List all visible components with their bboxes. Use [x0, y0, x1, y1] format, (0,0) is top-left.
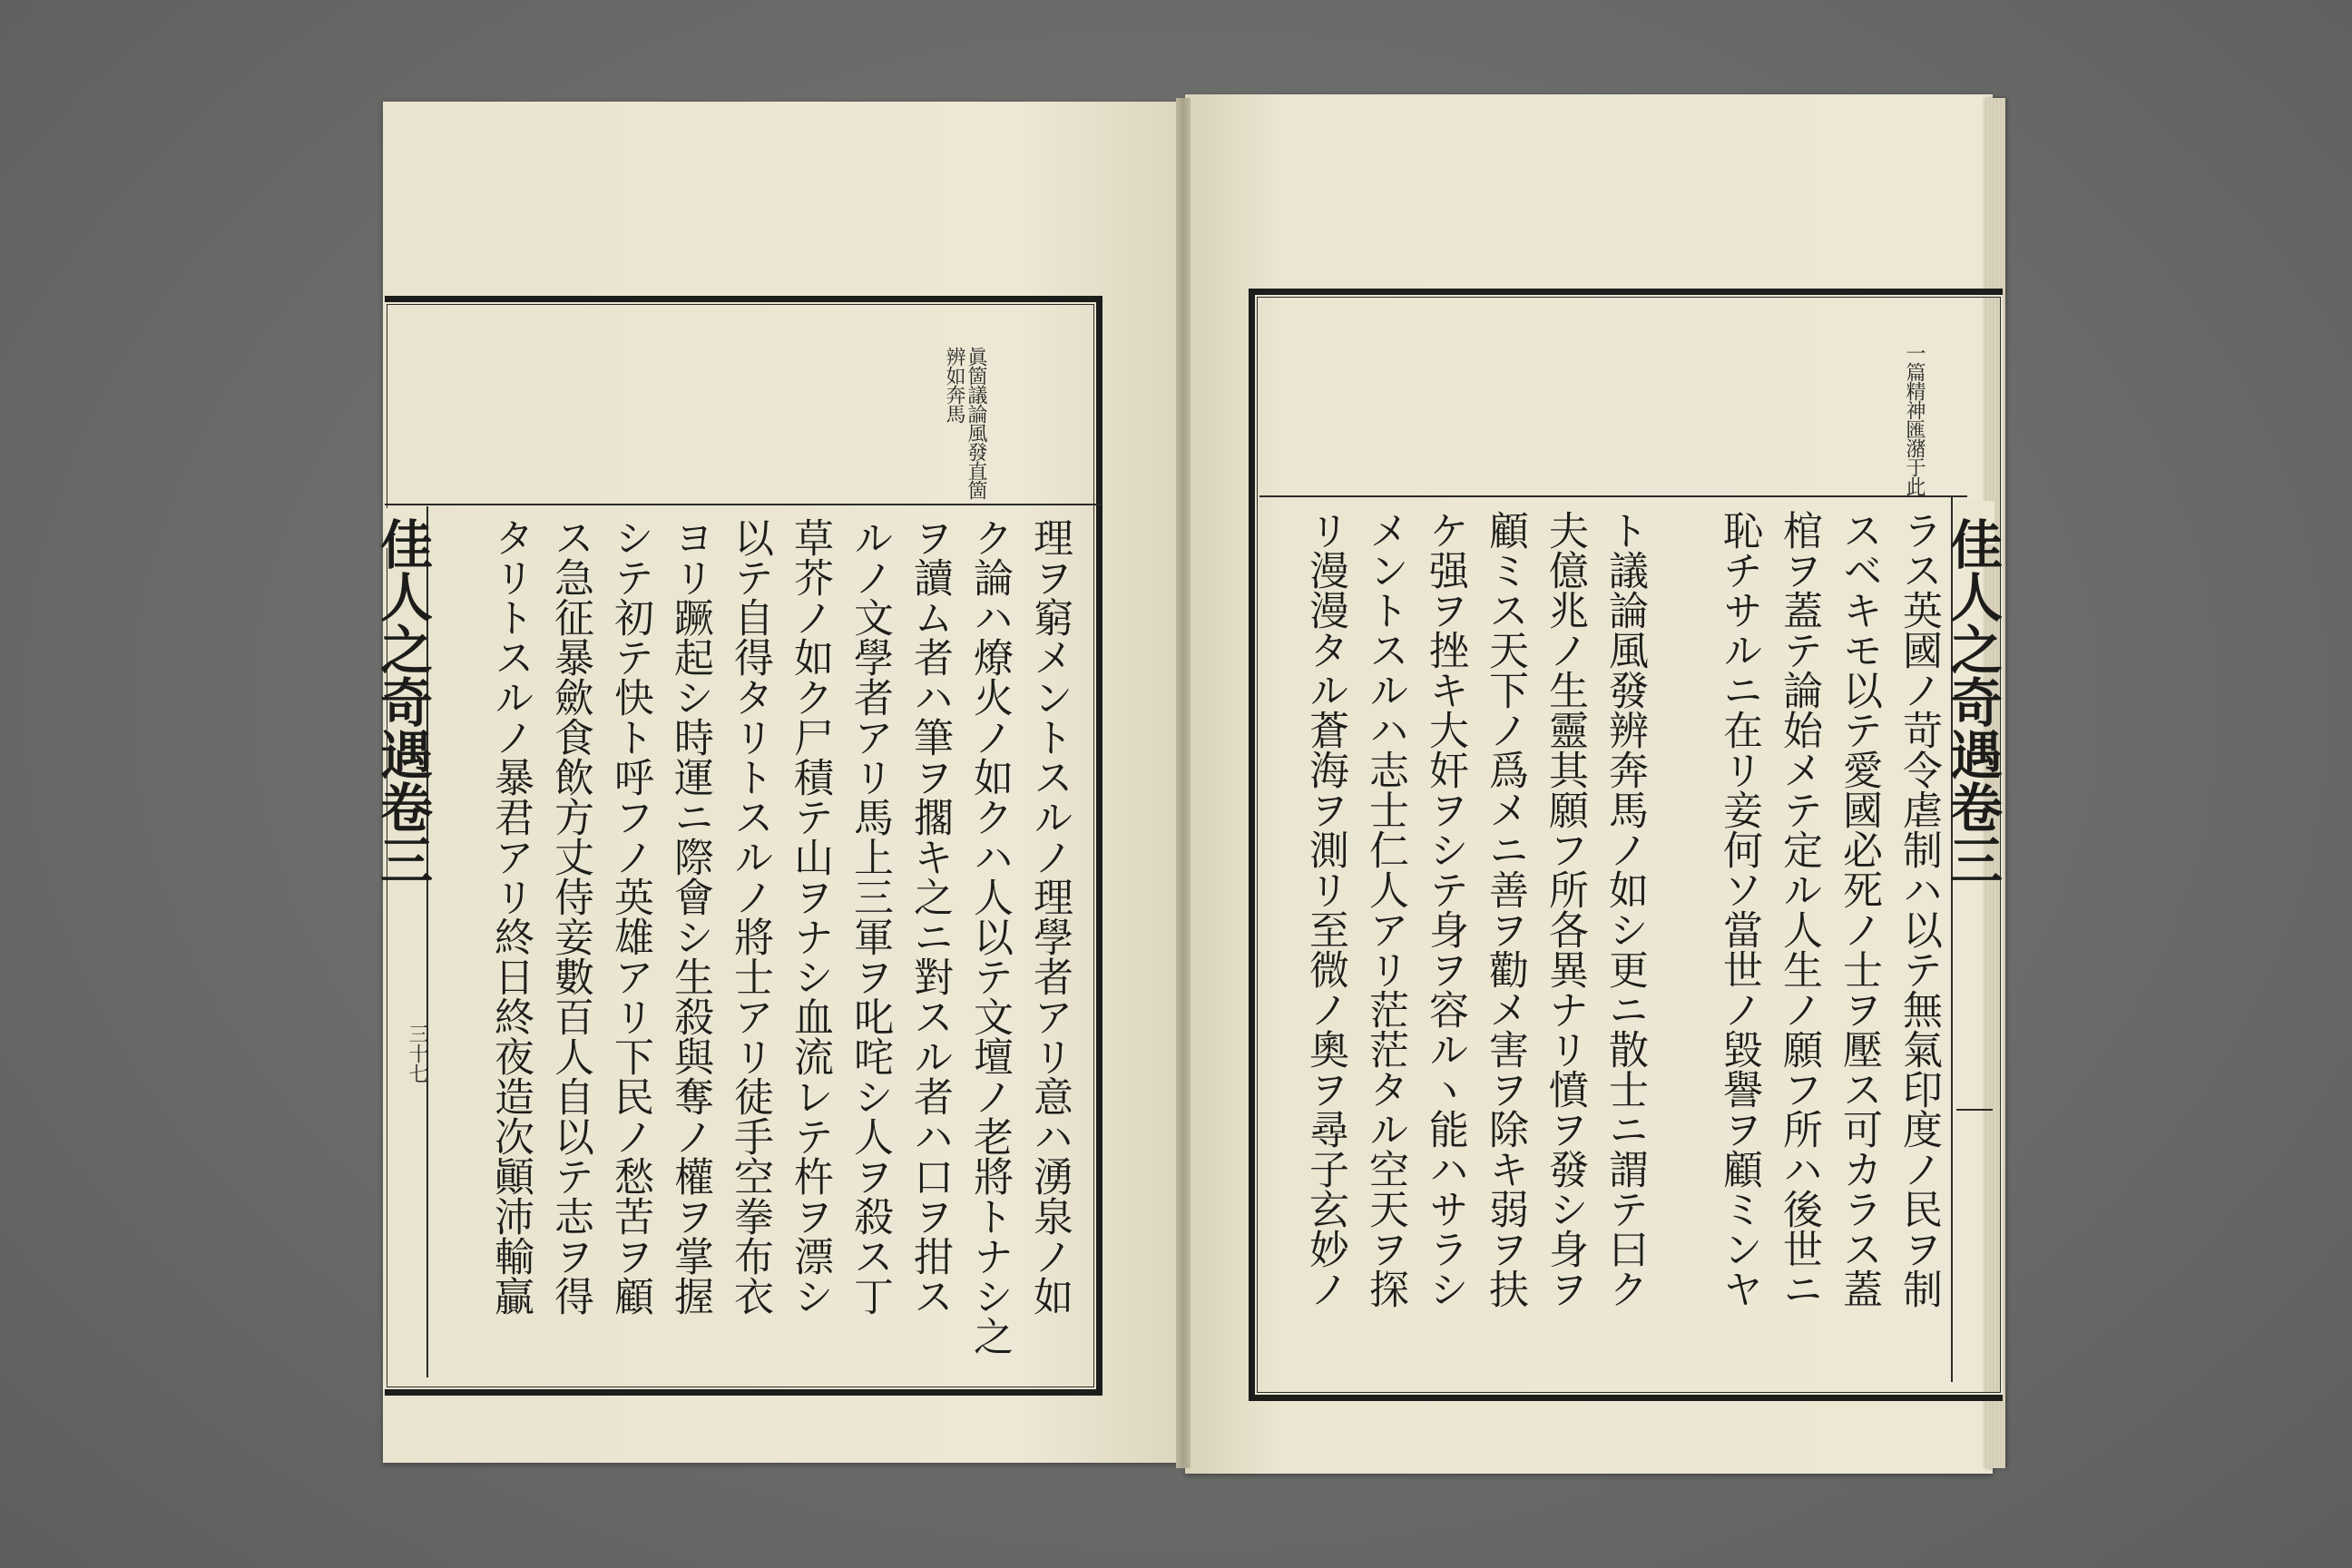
left-spine-title: 佳人之奇遇卷三 — [371, 517, 433, 886]
right-column-10: リ漫漫タル蒼海ヲ測リ至微ノ奧ヲ尋子玄妙ノ — [1302, 510, 1348, 1308]
left-column-10: タリトスルノ暴君アリ終日終夜造次顚沛輸贏 — [487, 517, 534, 1316]
left-column-4: ルノ文學者アリ馬上三軍ヲ叱咤シ人ヲ殺ス丁 — [847, 517, 893, 1316]
right-column-2: スベキモ以テ愛國必死ノ士ヲ壓ス可カラス蓋 — [1836, 510, 1882, 1308]
left-column-8: シテ初テ快ト呼フノ英雄アリ下民ノ愁苦ヲ顧 — [607, 517, 653, 1316]
right-column-9: メントスルハ志士仁人アリ茫茫タル空天ヲ探 — [1362, 510, 1408, 1308]
right-column-8: ケ强ヲ挫キ大奸ヲシテ身ヲ容ルヽ能ハサラシ — [1422, 510, 1468, 1308]
book-gutter — [1176, 98, 1191, 1468]
left-header-note-2: 辨如奔馬 — [943, 347, 965, 423]
right-column-5: ト議論風發辨奔馬ノ如シ更ニ散士ニ謂テ曰ク — [1602, 510, 1648, 1308]
right-spine-title: 佳人之奇遇卷三 — [1941, 517, 2003, 886]
left-column-9: ス急征暴歛食飲方丈侍妾數百人自以テ志ヲ得 — [547, 517, 593, 1316]
left-column-5: 草芥ノ如ク尸積テ山ヲナシ血流レテ杵ヲ漂シ — [787, 517, 833, 1316]
left-header-note-1: 眞箇議論風發直箇 — [965, 347, 987, 499]
right-folio-rule — [1956, 1109, 1993, 1111]
left-folio: 三十七 — [406, 1024, 428, 1083]
right-column-4: 恥チサルニ在リ妾何ソ當世ノ毀譽ヲ顧ミンヤ — [1716, 510, 1762, 1308]
right-column-1: ラス英國ノ苛令虐制ハ以テ無氣印度ノ民ヲ制 — [1896, 510, 1942, 1308]
left-column-2: ク論ハ燎火ノ如クハ人以テ文壇ノ老將トナシ之 — [966, 517, 1013, 1356]
left-column-6: 以テ自得タリトスルノ將士アリ徒手空拳布衣 — [727, 517, 773, 1316]
right-header-note: 一篇精神匯潴于此 — [1903, 343, 1926, 495]
right-column-3: 棺ヲ蓋テ論始メテ定ル人生ノ願フ所ハ後世ニ — [1776, 510, 1822, 1308]
right-head-rule — [1259, 495, 1967, 497]
right-column-7: 顧ミス天下ノ爲メニ善ヲ勸メ害ヲ除キ弱ヲ扶 — [1482, 510, 1528, 1308]
left-column-7: ヨリ蹶起シ時運ニ際會シ生殺與奪ノ權ヲ掌握 — [667, 517, 713, 1316]
left-head-rule — [385, 504, 1102, 505]
right-column-6: 夫億兆ノ生靈其願フ所各異ナリ憤ヲ發シ身ヲ — [1542, 510, 1588, 1308]
left-column-1: 理ヲ窮メントスルノ理學者アリ意ハ湧泉ノ如 — [1026, 517, 1073, 1316]
left-column-3: ヲ讀ム者ハ筆ヲ擱キ之ニ對スル者ハ口ヲ拑ス — [906, 517, 953, 1316]
